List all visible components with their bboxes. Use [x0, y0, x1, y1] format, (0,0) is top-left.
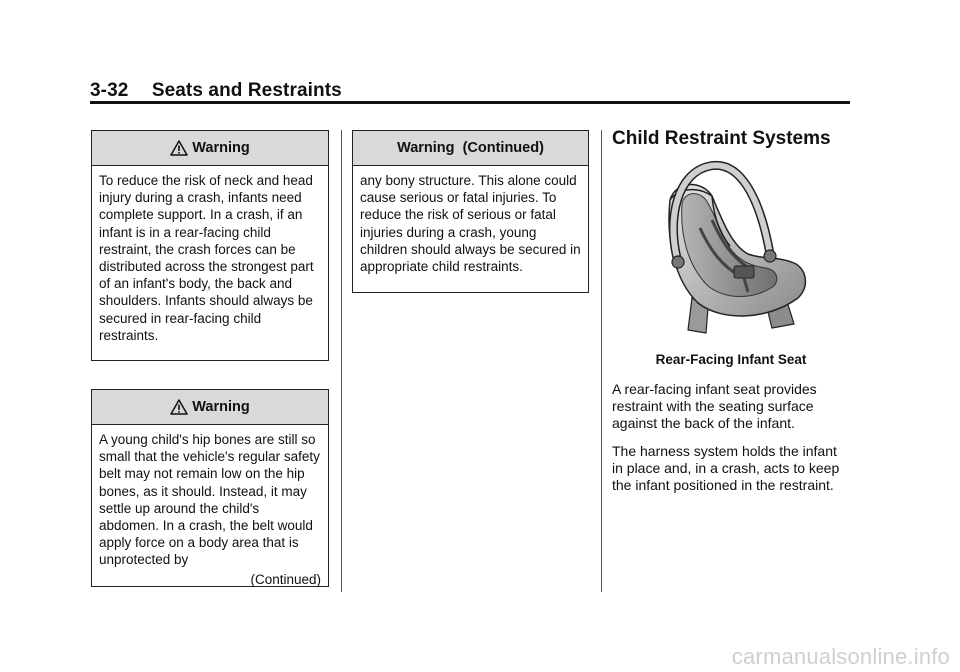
warning-box-1 — [91, 130, 329, 361]
warning-header — [92, 390, 328, 425]
warning-box-3 — [352, 130, 589, 293]
column-divider-1 — [341, 130, 342, 592]
header-rule — [90, 101, 850, 104]
warning-header — [92, 131, 328, 166]
warning-title: Warning (Continued) — [397, 140, 544, 156]
warning-body: any bony structure. This alone could cause serious or fatal injuries. To reduce the risk of serious or fatal injuries during a crash, young children should always be secured in appropriate child restraints. — [360, 173, 581, 275]
warning-box-2 — [91, 389, 329, 587]
figure-caption: Rear-Facing Infant Seat — [655, 352, 807, 367]
warning-triangle-icon — [170, 140, 188, 156]
paragraph-2: The harness system holds the infant in place and, in a crash, acts to keep the infant positioned in the restraint. — [612, 443, 840, 493]
warning-header — [353, 131, 588, 166]
warning-title: Warning — [192, 140, 250, 156]
child-restraint-heading: Child Restraint Systems — [612, 128, 831, 149]
watermark-url: carmanualsonline.info — [731, 644, 950, 669]
section-title: Seats and Restraints — [151, 80, 342, 101]
column-divider-2 — [601, 130, 602, 592]
page-number: 3-32 — [90, 80, 129, 101]
warning-title: Warning — [192, 399, 250, 415]
infant-seat-illustration — [648, 158, 816, 336]
warning-body: A young child's hip bones are still so small that the vehicle's regular safety belt may not remain low on the hip bones, as it should. Instead, it may settle up around the child's abdomen. In a crash, the belt would apply force on a body area that is unprotected by — [99, 432, 320, 568]
paragraph-1: A rear-facing infant seat provides restraint with the seating surface against the back of the infant. — [612, 381, 817, 431]
warning-triangle-icon — [170, 399, 188, 415]
page-header — [90, 80, 850, 102]
warning-body: To reduce the risk of neck and head injury during a crash, infants need complete support. In a crash, if an infant is in a rear-facing child restraint, the crash forces can be distributed across the strongest part of an infant's body, the back and shoulders. Infants should always be secured in rear-facing child restraints. — [99, 173, 314, 343]
continued-label: (Continued) — [250, 571, 321, 587]
